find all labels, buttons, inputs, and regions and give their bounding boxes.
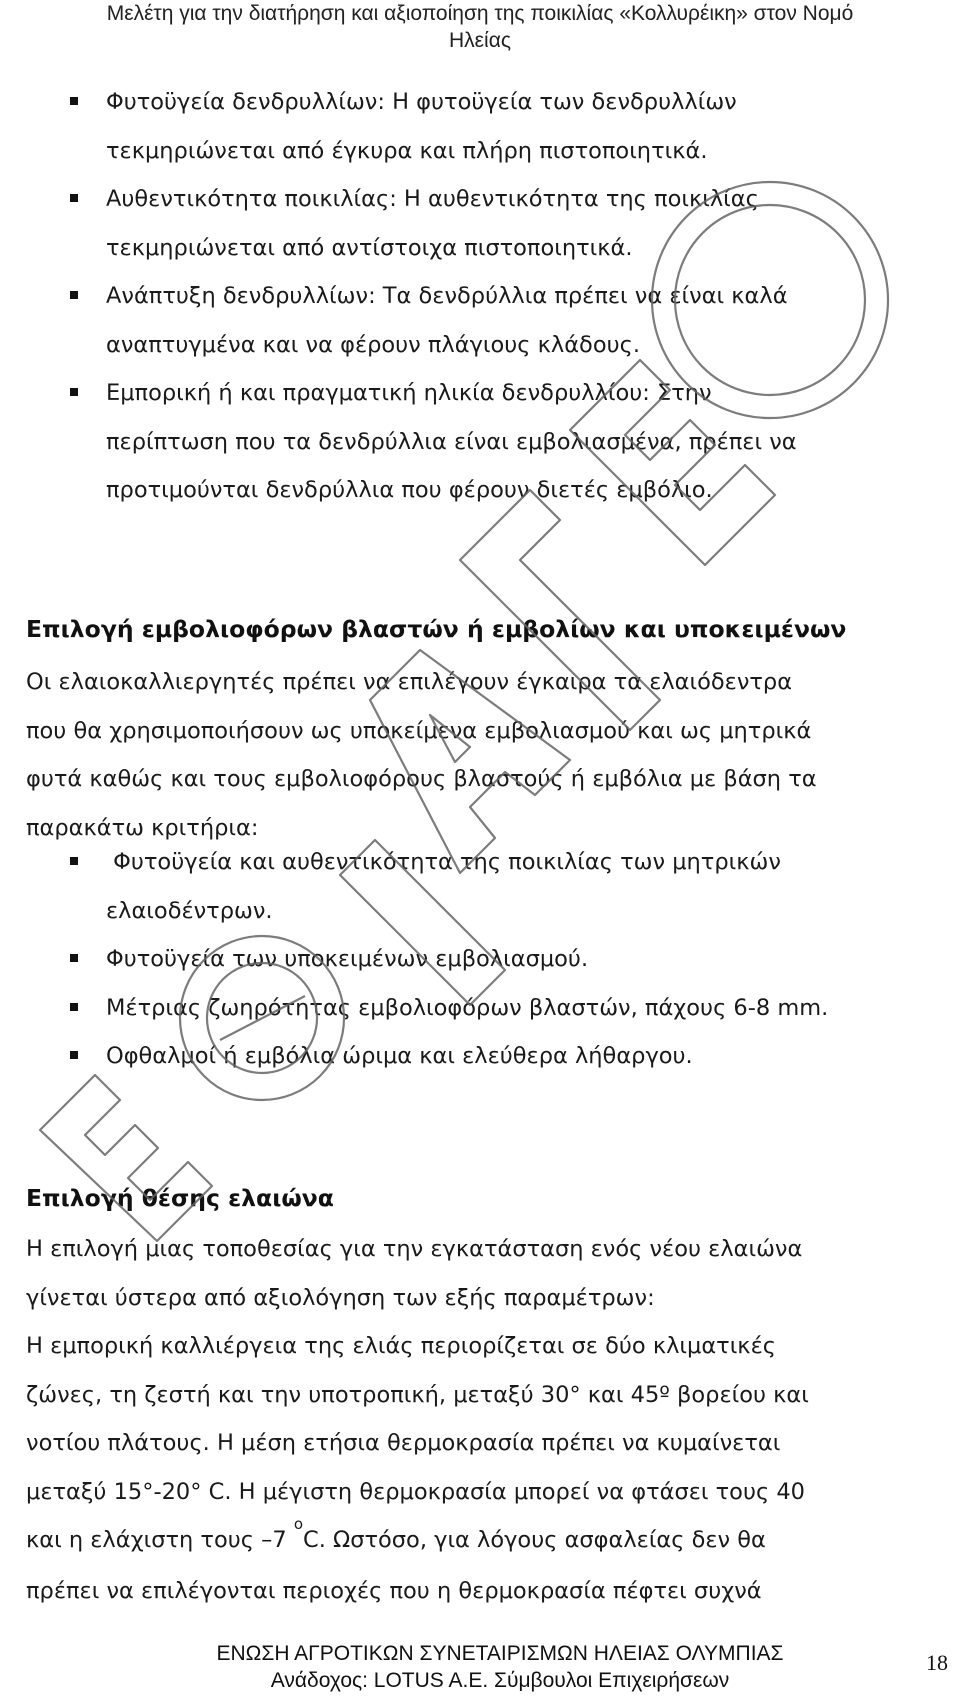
- temperature-line: και η ελάχιστη τους –7 $^o$C. Ωστόσο, για λόγους ασφαλείας δεν θα: [26, 1515, 766, 1553]
- bullet-list-nursery-criteria: [70, 78, 955, 515]
- list-item: Μέτριας ζωηρότητας εμβολιοφόρων βλαστών, πάχους 6-8 mm.: [70, 984, 955, 1033]
- list-item: Αυθεντικότητα ποικιλίας: Η αυθεντικότητα της ποικιλίας τεκμηριώνεται από αντίστοιχα πιστοποιητικά.: [70, 175, 955, 272]
- degree-superscript: o: [293, 1515, 304, 1533]
- section-heading-site-selection: Επιλογή θέσης ελαιώνα: [26, 1184, 334, 1212]
- square-bullet-icon: [70, 97, 78, 105]
- square-bullet-icon: [70, 291, 78, 299]
- list-item: Εμπορική ή και πραγματική ηλικία δενδρυλλίου: Στην περίπτωση που τα δενδρύλλια είναι εμβολιασμένα, πρέπει να προτιμούνται δενδρύλλια που φέρουν διετές εμβόλιο.: [70, 369, 955, 515]
- paragraph-site-intro: Η επιλογή μιας τοποθεσίας για την εγκατάσταση ενός νέου ελαιώνα γίνεται ύστερα από αξιολόγηση των εξής παραμέτρων:: [26, 1236, 803, 1311]
- list-item: Φυτοϋγεία και αυθεντικότητα της ποικιλίας των μητρικών ελαιοδέντρων.: [70, 838, 955, 935]
- list-item: Φυτοϋγεία των υποκειμένων εμβολιασμού.: [70, 935, 955, 984]
- square-bullet-icon: [70, 857, 78, 865]
- footer-line-2: Ανάδοχος: LOTUS A.E. Σύμβουλοι Επιχειρήσεων: [270, 1669, 730, 1692]
- square-bullet-icon: [70, 194, 78, 202]
- page-footer: [150, 1640, 850, 1694]
- bullet-list-grafting-criteria: [70, 838, 955, 1081]
- paragraph-climate: Η εμπορική καλλιέργεια της ελιάς περιορίζεται σε δύο κλιματικές ζώνες, τη ζεστή και την υποτροπική, μεταξύ 30° και 45º βορείου και νοτίου πλάτους. Η μέση ετήσια θερμοκρασία πρέπει να κυμαίνεται μεταξύ 15°-20° C. Η μέγιστη θερμοκρασία μπορεί να φτάσει τους 40 και η ελάχιστη τους –7 $^o$C. Ωστόσο, για λόγους ασφαλείας δεν θα πρέπει να επιλέγονται περιοχές που η θερμοκρασία πέφτει συχνά: [26, 1322, 956, 1615]
- square-bullet-icon: [70, 1051, 78, 1059]
- running-header: [0, 0, 960, 54]
- list-item: Οφθαλμοί ή εμβόλια ώριμα και ελεύθερα λήθαργου.: [70, 1032, 955, 1081]
- page-number: 18: [926, 1650, 948, 1675]
- header-line-2: Ηλείας: [449, 29, 511, 52]
- list-item: Ανάπτυξη δενδρυλλίων: Τα δενδρύλλια πρέπει να είναι καλά αναπτυγμένα και να φέρουν πλάγιους κλάδους.: [70, 272, 955, 369]
- paragraph-grafting-intro: Οι ελαιοκαλλιεργητές πρέπει να επιλέγουν έγκαιρα τα ελαιόδεντρα που θα χρησιμοποιήσουν ως υποκείμενα εμβολιασμού και ως μητρικά φυτά καθώς και τους εμβολιοφόρους βλαστούς ή εμβόλια με βάση τα παρακάτω κριτήρια:: [26, 669, 817, 841]
- list-item: Φυτοϋγεία δενδρυλλίων: Η φυτοϋγεία των δενδρυλλίων τεκμηριώνεται από έγκυρα και πλήρη πιστοποιητικά.: [70, 78, 955, 175]
- section-heading-grafting: Επιλογή εμβολιοφόρων βλαστών ή εμβολίων και υποκειμένων: [26, 615, 847, 643]
- header-line-1: Μελέτη για την διατήρηση και αξιοποίηση της ποικιλίας «Κολλυρέικη» στον Νομό: [106, 2, 854, 25]
- square-bullet-icon: [70, 954, 78, 962]
- square-bullet-icon: [70, 1003, 78, 1011]
- footer-line-1: ΕΝΩΣΗ ΑΓΡΟΤΙΚΩΝ ΣΥΝΕΤΑΙΡΙΣΜΩΝ ΗΛΕΙΑΣ ΟΛΥΜΠΙΑΣ: [216, 1642, 784, 1665]
- square-bullet-icon: [70, 388, 78, 396]
